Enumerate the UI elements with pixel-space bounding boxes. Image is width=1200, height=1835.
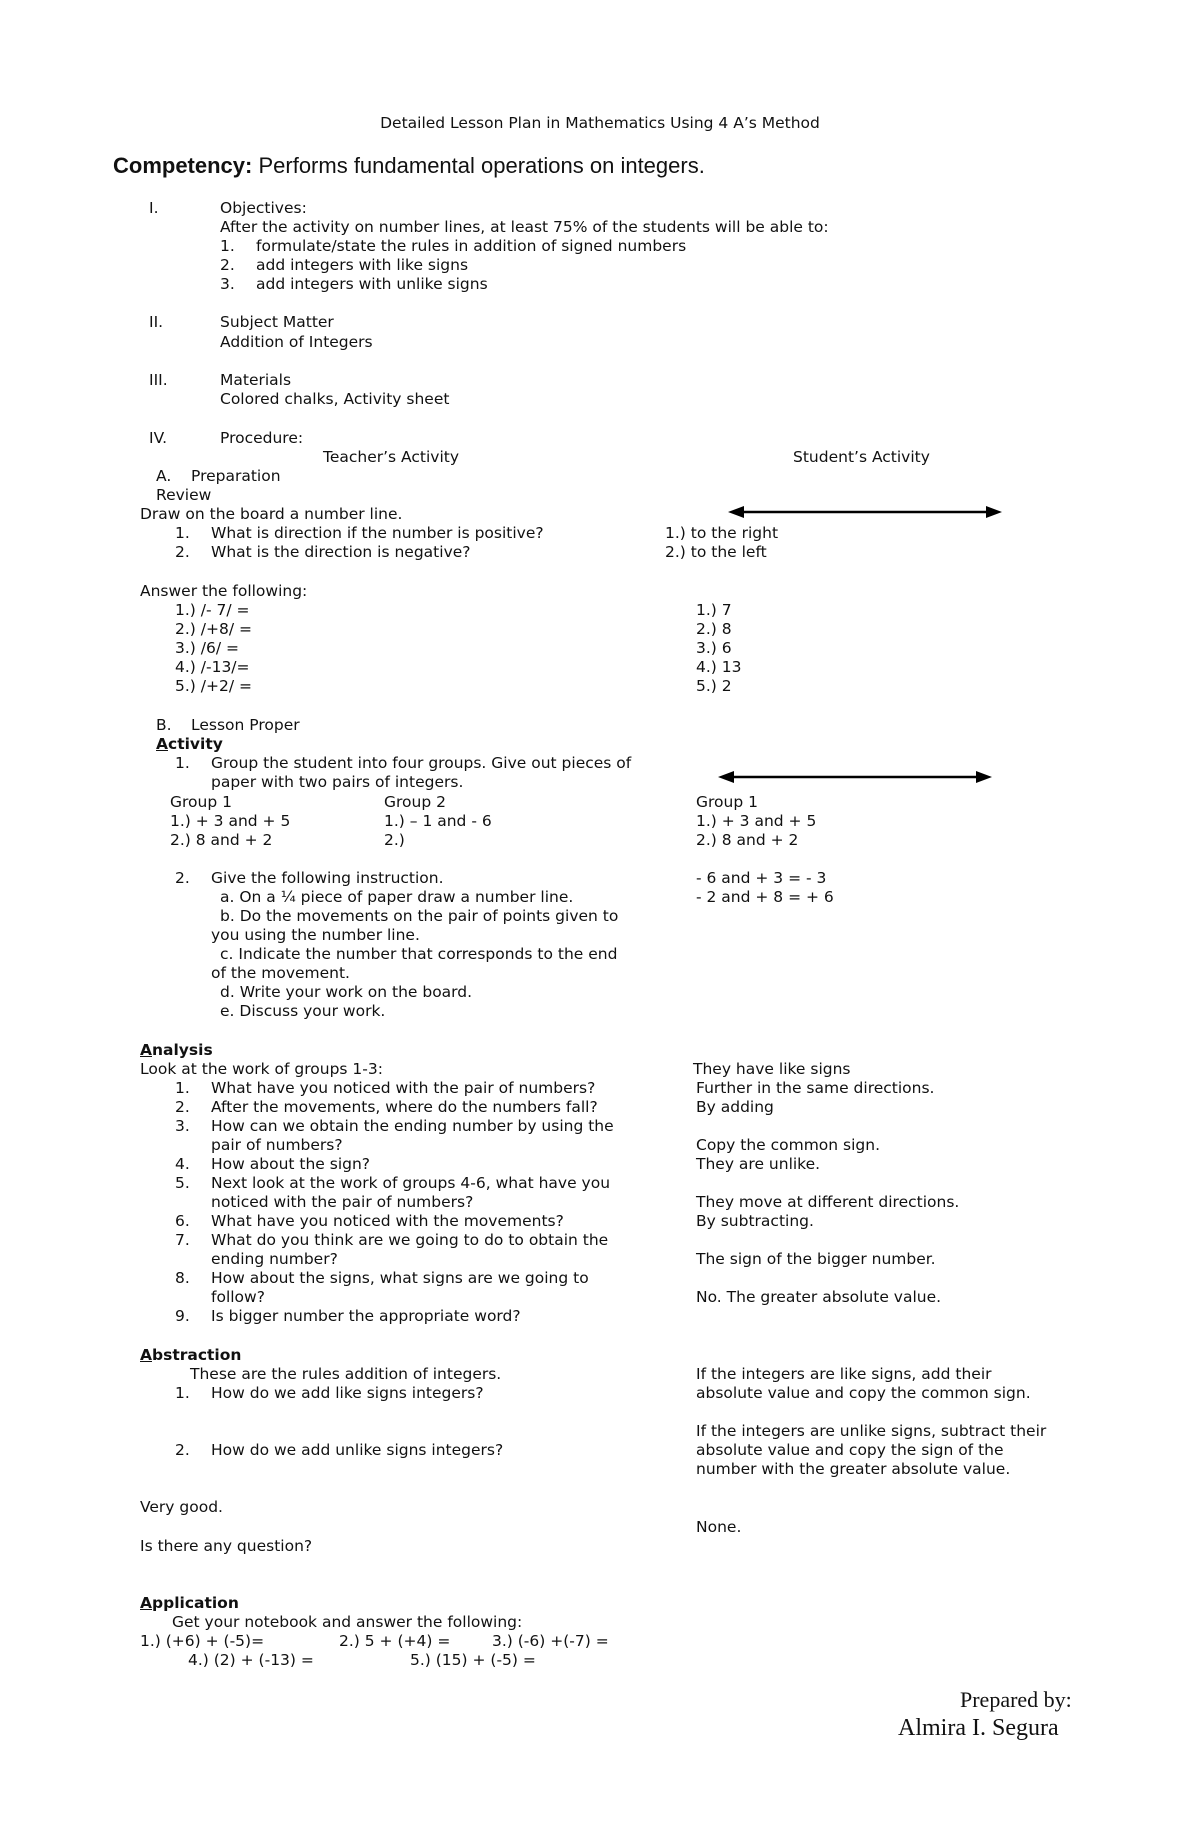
question-number: 1. [175,524,190,542]
question-number: 8. [175,1269,190,1287]
step1-text: Group the student into four groups. Give out pieces of [211,754,632,772]
subject-heading: Subject Matter [220,313,334,331]
objective-number: 2. [220,256,235,274]
analysis-answer: The sign of the bigger number. [696,1250,936,1268]
analysis-question: After the movements, where do the numbers fall? [211,1098,598,1116]
section-number-subject: II. [149,313,164,331]
application-item: 3.) (-6) +(-7) = [492,1632,609,1650]
analysis-answer: By adding [696,1098,774,1116]
abs-item: 4.) /-13/= [175,658,250,676]
abs-answer: 4.) 13 [696,658,742,676]
application-item: 2.) 5 + (+4) = [339,1632,451,1650]
preparation-letter: A. [156,467,172,485]
abs-answer: 3.) 6 [696,639,732,657]
question-number: 2. [175,1098,190,1116]
analysis-answer: Further in the same directions. [696,1079,935,1097]
analysis-question: How can we obtain the ending number by using the [211,1117,614,1135]
teacher-activity-header: Teacher’s Activity [323,448,460,466]
application-heading: Application [140,1594,239,1612]
preparation-heading: Preparation [191,467,281,485]
very-good-text: Very good. [140,1498,223,1516]
question-number: 5. [175,1174,190,1192]
question-number: 7. [175,1231,190,1249]
analysis-question-cont: ending number? [211,1250,338,1268]
abs-item: 2.) /+8/ = [175,620,252,638]
draw-instruction: Draw on the board a number line. [140,505,403,523]
abstraction-answer: If the integers are unlike signs, subtract their [696,1422,1047,1440]
analysis-question-cont: pair of numbers? [211,1136,343,1154]
review-question: What is direction if the number is positive? [211,524,544,542]
abs-answer: 2.) 8 [696,620,732,638]
abstraction-question: How do we add like signs integers? [211,1384,484,1402]
question-number: 9. [175,1307,190,1325]
step1-text-cont: paper with two pairs of integers. [211,773,464,791]
objective-item: add integers with like signs [256,256,469,274]
abstraction-heading: Abstraction [140,1346,242,1364]
abstraction-question: How do we add unlike signs integers? [211,1441,504,1459]
analysis-question: What have you noticed with the movements? [211,1212,564,1230]
step-number: 2. [175,869,190,887]
step-number: 1. [175,754,190,772]
any-question-text: Is there any question? [140,1537,313,1555]
instruction-b-cont: you using the number line. [211,926,420,944]
objective-number: 3. [220,275,235,293]
instruction-d: d. Write your work on the board. [220,983,473,1001]
abs-answer: 1.) 7 [696,601,732,619]
competency [113,152,705,180]
student-answer: 1.) to the right [665,524,779,542]
student-group-label: Group 1 [696,793,758,811]
number-line-arrow [728,502,1002,522]
analysis-question: What have you noticed with the pair of numbers? [211,1079,596,1097]
author-name: Almira I. Segura [898,1715,1059,1741]
lesson-proper-heading: Lesson Proper [191,716,300,734]
analysis-question: How about the sign? [211,1155,371,1173]
document-title: Detailed Lesson Plan in Mathematics Using 4 A’s Method [380,114,820,132]
question-number: 4. [175,1155,190,1173]
application-item: 5.) (15) + (-5) = [410,1651,536,1669]
group2-item: 1.) – 1 and - 6 [384,812,492,830]
section-number-objectives: I. [149,199,159,217]
student-result: - 2 and + 8 = + 6 [696,888,834,906]
abstraction-answer: number with the greater absolute value. [696,1460,1011,1478]
question-number: 1. [175,1384,190,1402]
analysis-answer: No. The greater absolute value. [696,1288,942,1306]
application-item: 1.) (+6) + (-5)= [140,1632,265,1650]
objective-item: formulate/state the rules in addition of signed numbers [256,237,687,255]
objectives-heading: Objectives: [220,199,307,217]
abstraction-answer: absolute value and copy the sign of the [696,1441,1004,1459]
student-activity-header: Student’s Activity [793,448,930,466]
instruction-c: c. Indicate the number that corresponds to the end [220,945,618,963]
instruction-a: a. On a ¼ piece of paper draw a number line. [220,888,574,906]
group1-item: 1.) + 3 and + 5 [170,812,291,830]
abstraction-intro: These are the rules addition of integers. [190,1365,502,1383]
abs-item: 5.) /+2/ = [175,677,252,695]
instruction-c-cont: of the movement. [211,964,350,982]
instruction-e: e. Discuss your work. [220,1002,386,1020]
question-number: 6. [175,1212,190,1230]
objective-number: 1. [220,237,235,255]
analysis-question: How about the signs, what signs are we going to [211,1269,589,1287]
application-item: 4.) (2) + (-13) = [188,1651,314,1669]
analysis-question: Is bigger number the appropriate word? [211,1307,521,1325]
analysis-question-cont: follow? [211,1288,265,1306]
question-number: 2. [175,1441,190,1459]
abstraction-answer: If the integers are like signs, add their [696,1365,992,1383]
question-number: 2. [175,543,190,561]
materials-text: Colored chalks, Activity sheet [220,390,450,408]
materials-heading: Materials [220,371,292,389]
competency-label: Competency: [113,153,253,178]
none-answer: None. [696,1518,742,1536]
section-number-procedure: IV. [149,429,168,447]
analysis-answer: Copy the common sign. [696,1136,881,1154]
prepared-by-label: Prepared by: [960,1687,1072,1712]
abs-item: 3.) /6/ = [175,639,239,657]
application-intro: Get your notebook and answer the following: [172,1613,523,1631]
group1-label: Group 1 [170,793,232,811]
subject-text: Addition of Integers [220,333,373,351]
student-answer: 2.) to the left [665,543,767,561]
abstraction-answer: absolute value and copy the common sign. [696,1384,1031,1402]
analysis-answer: By subtracting. [696,1212,814,1230]
competency-text: Performs fundamental operations on integers. [252,153,705,178]
instruction-b: b. Do the movements on the pair of points given to [220,907,619,925]
analysis-question-cont: noticed with the pair of numbers? [211,1193,474,1211]
lesson-proper-letter: B. [156,716,172,734]
analysis-question: What do you think are we going to do to obtain the [211,1231,609,1249]
number-line-arrow [718,767,992,787]
review-label: Review [156,486,212,504]
activity-heading: Activity [156,735,223,753]
group1-item: 2.) 8 and + 2 [170,831,273,849]
question-number: 3. [175,1117,190,1135]
review-question: What is the direction is negative? [211,543,471,561]
answer-prompt: Answer the following: [140,582,308,600]
analysis-answer: They have like signs [693,1060,851,1078]
analysis-answer: They are unlike. [696,1155,821,1173]
objective-item: add integers with unlike signs [256,275,488,293]
step2-text: Give the following instruction. [211,869,444,887]
analysis-answer: They move at different directions. [696,1193,960,1211]
group2-label: Group 2 [384,793,446,811]
student-result: - 6 and + 3 = - 3 [696,869,827,887]
section-number-materials: III. [149,371,168,389]
procedure-heading: Procedure: [220,429,304,447]
analysis-question: Next look at the work of groups 4-6, what have you [211,1174,611,1192]
abs-item: 1.) /- 7/ = [175,601,250,619]
question-number: 1. [175,1079,190,1097]
student-group-item: 1.) + 3 and + 5 [696,812,817,830]
analysis-intro: Look at the work of groups 1-3: [140,1060,383,1078]
group2-item: 2.) [384,831,405,849]
objectives-intro: After the activity on number lines, at least 75% of the students will be able to: [220,218,829,236]
analysis-heading: Analysis [140,1041,213,1059]
student-group-item: 2.) 8 and + 2 [696,831,799,849]
abs-answer: 5.) 2 [696,677,732,695]
